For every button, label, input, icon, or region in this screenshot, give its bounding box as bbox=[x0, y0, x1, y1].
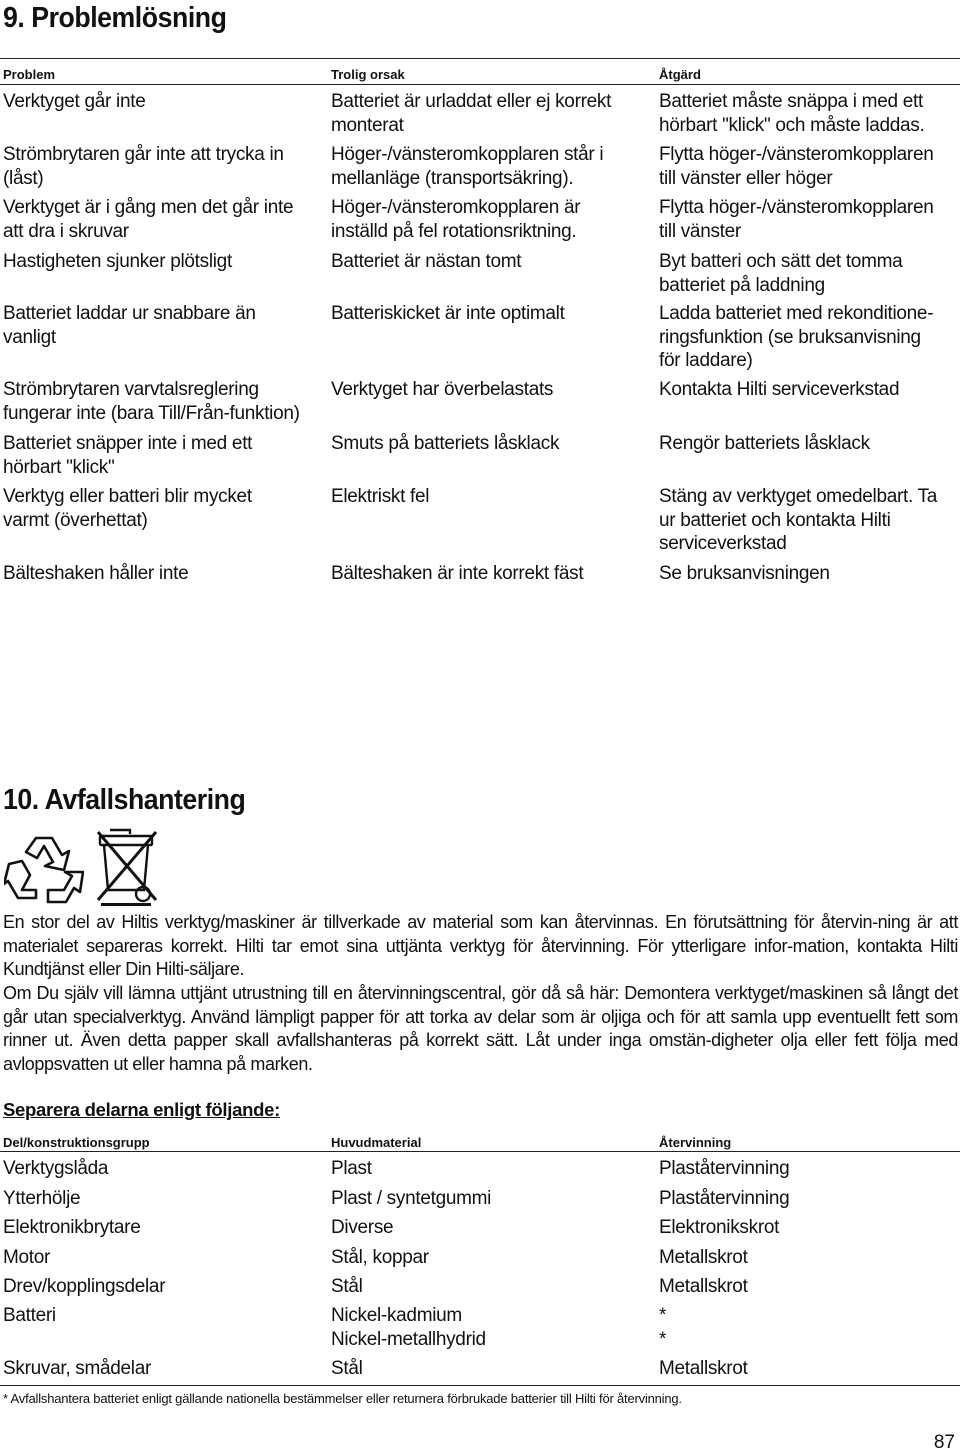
header-recycling: Återvinning bbox=[659, 1135, 732, 1150]
action-cell: Kontakta Hilti serviceverkstad bbox=[659, 379, 900, 400]
material-cell: Plast / syntetgummi bbox=[331, 1188, 492, 1209]
problem-cell: Hastigheten sjunker plötsligt bbox=[3, 251, 232, 272]
material-cell: Stål bbox=[331, 1358, 363, 1379]
header-material: Huvudmaterial bbox=[331, 1135, 422, 1150]
problem-cell: Batteriet snäpper inte i med ett hörbart "klick" bbox=[3, 433, 253, 478]
recycling-cell: Elektronikskrot bbox=[659, 1217, 780, 1238]
section-title-disposal: 10. Avfallshantering bbox=[3, 784, 246, 816]
disposal-paragraph: Om Du själv vill lämna uttjänt utrustning till en återvinningscentral, gör då så här: Demontera verktyget/maskinen så långt det går utan specialverktyg. Använd lämpligt papper för att torka av delar som är oljiga och för att samla upp eventuellt fett som rinner ut. Även detta papper skall avfallshanteras på korrekt sätt. Låt under inga omstän-digheter olja eller fett följa med avloppsvatten ut eller hamna på marken. bbox=[3, 983, 958, 1075]
cause-cell: Batteriet är nästan tomt bbox=[331, 251, 522, 272]
action-cell: Byt batteri och sätt det tomma batteriet på laddning bbox=[659, 251, 903, 296]
problem-cell: Batteriet laddar ur snabbare än vanligt bbox=[3, 303, 256, 348]
crossed-out-wheelie-bin-icon bbox=[96, 828, 158, 906]
cause-cell: Batteriet är urladdat eller ej korrekt monterat bbox=[331, 91, 612, 136]
header-problem: Problem bbox=[3, 67, 56, 82]
cause-cell: Batteriskicket är inte optimalt bbox=[331, 303, 565, 324]
action-cell: Batteriet måste snäppa i med ett hörbart "klick" och måste laddas. bbox=[659, 91, 925, 136]
divider bbox=[0, 58, 960, 59]
header-cause: Trolig orsak bbox=[331, 67, 405, 82]
part-cell: Skruvar, smådelar bbox=[3, 1358, 152, 1379]
action-cell: Stäng av verktyget omedelbart. Ta ur batteriet och kontakta Hilti serviceverkstad bbox=[659, 486, 938, 554]
cause-cell: Höger-/vänsteromkopplaren är inställd på fel rotationsriktning. bbox=[331, 197, 581, 242]
material-cell: Diverse bbox=[331, 1217, 394, 1238]
recycling-icon bbox=[4, 834, 84, 906]
cause-cell: Bälteshaken är inte korrekt fäst bbox=[331, 563, 584, 584]
disposal-icons bbox=[4, 828, 164, 906]
problem-cell: Verktyget är i gång men det går inte att dra i skruvar bbox=[3, 197, 294, 242]
cause-cell: Elektriskt fel bbox=[331, 486, 430, 507]
part-cell: Batteri bbox=[3, 1305, 56, 1326]
recycling-cell: Metallskrot bbox=[659, 1358, 748, 1379]
recycling-cell: Plaståtervinning bbox=[659, 1188, 790, 1209]
recycling-cell: * * bbox=[659, 1305, 667, 1350]
recycling-cell: Plaståtervinning bbox=[659, 1158, 790, 1179]
problem-cell: Verktyget går inte bbox=[3, 91, 146, 112]
part-cell: Elektronikbrytare bbox=[3, 1217, 141, 1238]
material-cell: Nickel-kadmium Nickel-metallhydrid bbox=[331, 1305, 486, 1350]
section-title-troubleshooting: 9. Problemlösning bbox=[3, 2, 227, 34]
problem-cell: Strömbrytaren varvtalsreglering fungerar inte (bara Till/Från-funktion) bbox=[3, 379, 300, 424]
part-cell: Verktygslåda bbox=[3, 1158, 109, 1179]
recycling-cell: Metallskrot bbox=[659, 1276, 748, 1297]
material-cell: Stål bbox=[331, 1276, 363, 1297]
divider bbox=[0, 1151, 960, 1152]
action-cell: Ladda batteriet med rekonditione- ringsfunktion (se bruksanvisning för laddare) bbox=[659, 303, 934, 371]
divider bbox=[0, 1385, 960, 1386]
header-action: Åtgärd bbox=[659, 67, 701, 82]
problem-cell: Strömbrytaren går inte att trycka in (låst) bbox=[3, 144, 284, 189]
material-cell: Plast bbox=[331, 1158, 372, 1179]
action-cell: Rengör batteriets låsklack bbox=[659, 433, 870, 454]
problem-cell: Bälteshaken håller inte bbox=[3, 563, 189, 584]
action-cell: Flytta höger-/vänsteromkopplaren till vänster bbox=[659, 197, 934, 242]
problem-cell: Verktyg eller batteri blir mycket varmt (överhettat) bbox=[3, 486, 252, 531]
separation-subheading: Separera delarna enligt följande: bbox=[3, 1099, 280, 1120]
battery-footnote: * Avfallshantera batteriet enligt gällande nationella bestämmelser eller returnera förbrukade batterier till Hilti för återvinning. bbox=[3, 1391, 682, 1406]
part-cell: Drev/kopplingsdelar bbox=[3, 1276, 166, 1297]
part-cell: Motor bbox=[3, 1247, 51, 1268]
cause-cell: Höger-/vänsteromkopplaren står i mellanläge (transportsäkring). bbox=[331, 144, 604, 189]
header-part: Del/konstruktionsgrupp bbox=[3, 1135, 150, 1150]
cause-cell: Smuts på batteriets låsklack bbox=[331, 433, 560, 454]
action-cell: Se bruksanvisningen bbox=[659, 563, 830, 584]
recycling-cell: Metallskrot bbox=[659, 1247, 748, 1268]
cause-cell: Verktyget har överbelastats bbox=[331, 379, 554, 400]
material-cell: Stål, koppar bbox=[331, 1247, 429, 1268]
disposal-paragraph: En stor del av Hiltis verktyg/maskiner är tillverkade av material som kan återvinnas. En förutsättning för återvin-ning är att materialet separeras korrekt. Hilti tar emot sina uttjänta verktyg för återvinning. För ytterligare infor-mation, kontakta Hilti Kundtjänst eller Din Hilti-säljare. bbox=[3, 912, 958, 980]
page-number: 87 bbox=[933, 1432, 955, 1453]
action-cell: Flytta höger-/vänsteromkopplaren till vänster eller höger bbox=[659, 144, 934, 189]
divider bbox=[0, 84, 960, 85]
part-cell: Ytterhölje bbox=[3, 1188, 81, 1209]
